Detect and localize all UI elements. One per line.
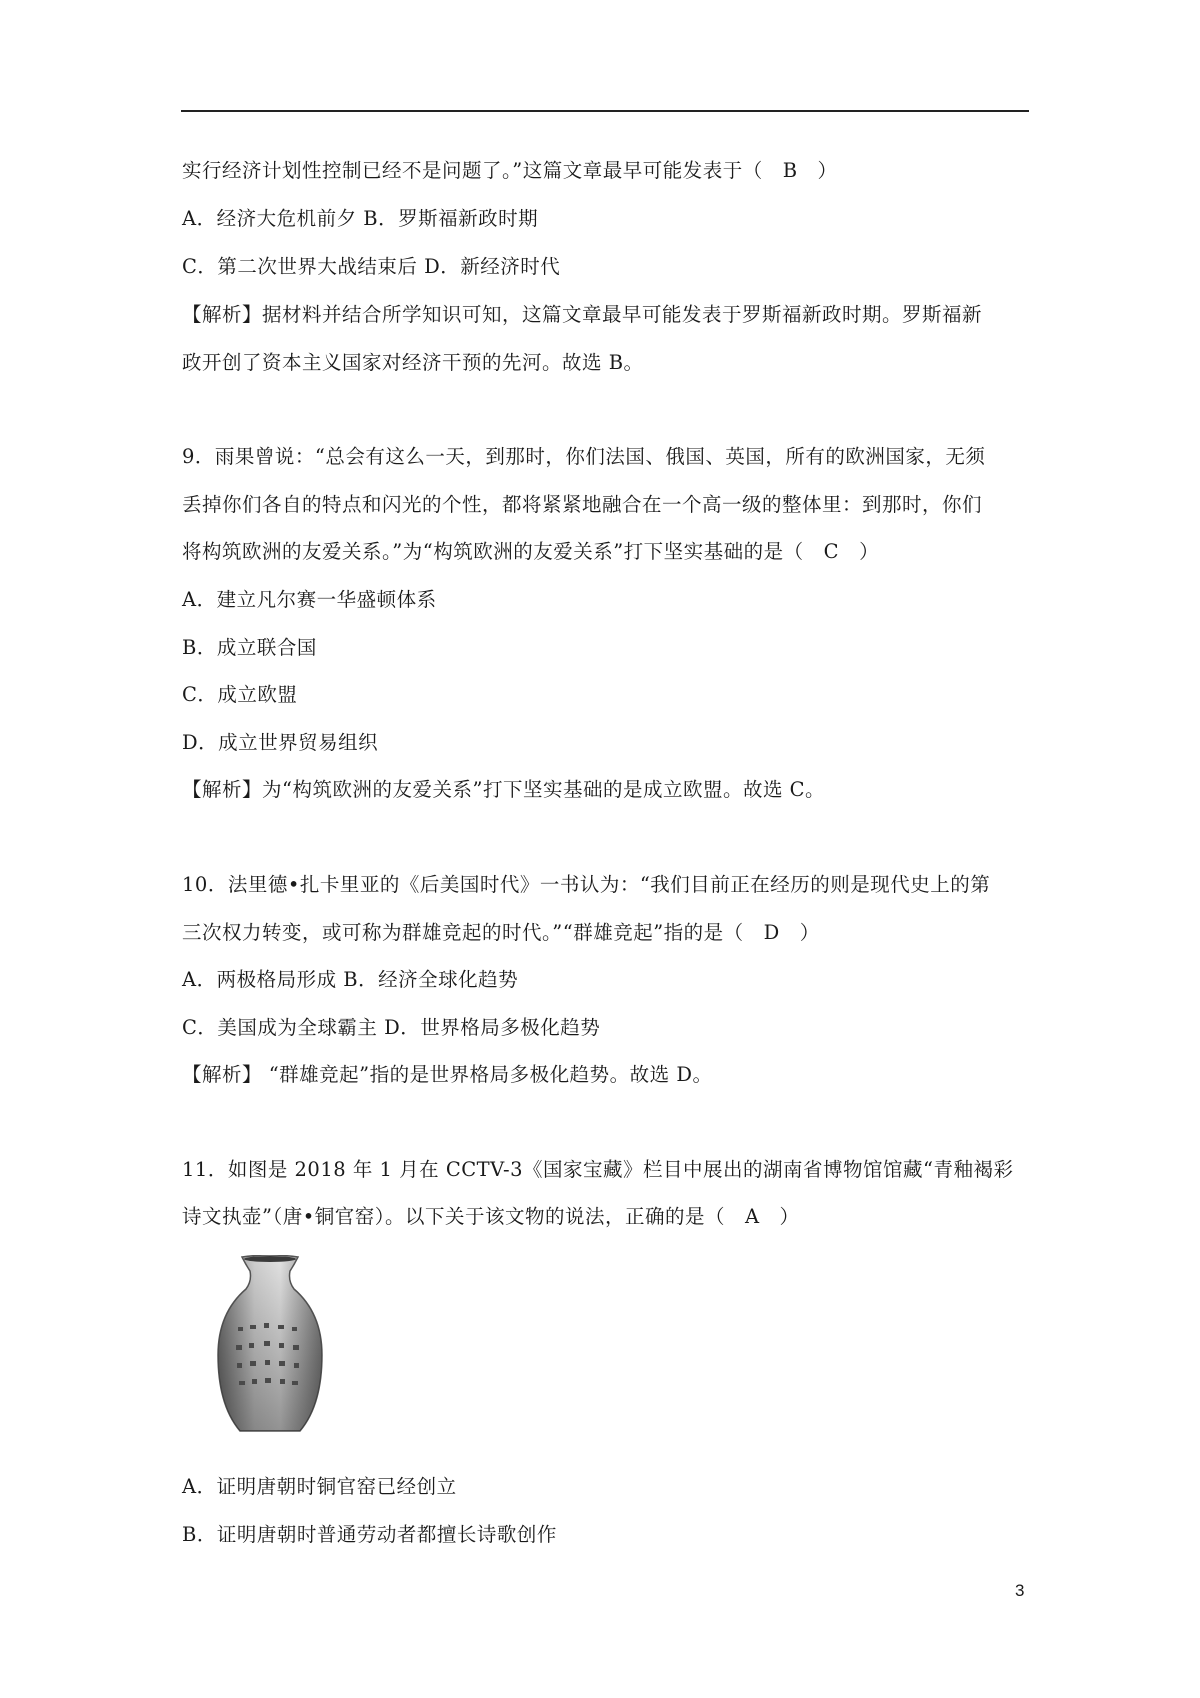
analysis-line: 【解析】 “群雄竞起”指的是世界格局多极化趋势。故选 D。 [182, 1063, 713, 1086]
question-9-line: 9．雨果曾说：“总会有这么一天，到那时，你们法国、俄国、英国，所有的欧洲国家，无须 [182, 445, 986, 468]
option-line: C．第二次世界大战结束后 D．新经济时代 [182, 255, 561, 278]
vase-image [210, 1255, 330, 1435]
question-9-line: 丢掉你们各自的特点和闪光的个性，都将紧紧地融合在一个高一级的整体里：到那时，你们 [182, 493, 983, 516]
analysis-line: 政开创了资本主义国家对经济干预的先河。故选 B。 [182, 351, 644, 374]
question-11-line: 诗文执壶”（唐•铜官窑）。以下关于该文物的说法，正确的是（ A ） [182, 1205, 800, 1228]
page-number: 3 [1015, 1581, 1025, 1600]
option-line: B．成立联合国 [182, 636, 317, 659]
option-line: B．证明唐朝时普通劳动者都擅长诗歌创作 [182, 1523, 557, 1546]
analysis-line: 【解析】为“构筑欧洲的友爱关系”打下坚实基础的是成立欧盟。故选 C。 [182, 778, 826, 801]
header-rule [181, 110, 1029, 112]
question-9-line: 将构筑欧洲的友爱关系。”为“构筑欧洲的友爱关系”打下坚实基础的是（ C ） [182, 540, 880, 563]
option-line: A．经济大危机前夕 B．罗斯福新政时期 [182, 207, 539, 230]
option-line: C．美国成为全球霸主 D．世界格局多极化趋势 [182, 1016, 601, 1039]
question-10-line: 10．法里德•扎卡里亚的《后美国时代》一书认为：“我们目前正在经历的则是现代史上的第 [182, 873, 991, 896]
option-line: A．证明唐朝时铜官窑已经创立 [182, 1475, 457, 1498]
option-line: A．两极格局形成 B．经济全球化趋势 [182, 968, 519, 991]
analysis-line: 【解析】据材料并结合所学知识可知，这篇文章最早可能发表于罗斯福新政时期。罗斯福新 [182, 303, 983, 326]
option-line: D．成立世界贸易组织 [182, 731, 379, 754]
option-line: A．建立凡尔赛一华盛顿体系 [182, 588, 437, 611]
question-10-line: 三次权力转变，或可称为群雄竞起的时代。”“群雄竞起”指的是（ D ） [182, 921, 820, 944]
text-line: 实行经济计划性控制已经不是问题了。”这篇文章最早可能发表于（ B ） [182, 159, 838, 182]
option-line: C．成立欧盟 [182, 683, 298, 706]
question-11-line: 11．如图是 2018 年 1 月在 CCTV-3《国家宝藏》栏目中展出的湖南省博物馆馆藏“青釉褐彩 [182, 1158, 1014, 1181]
